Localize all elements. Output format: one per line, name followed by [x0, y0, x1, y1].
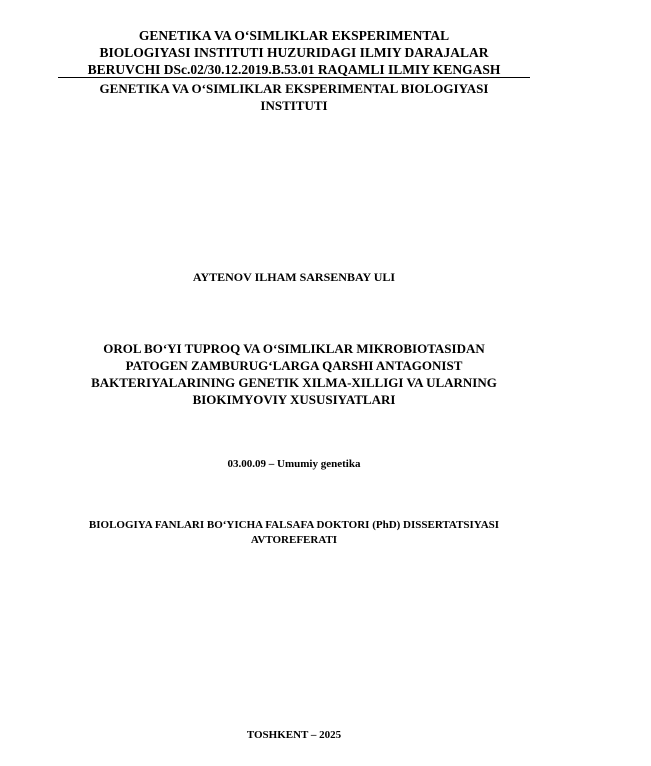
title-line-4: BIOKIMYOVIY XUSUSIYATLARI	[192, 392, 396, 407]
institute-line-1: GENETIKA VA O‘SIMLIKLAR EKSPERIMENTAL BIOLOGIYASI	[99, 81, 489, 96]
degree-line-1: BIOLOGIYA FANLARI BO‘YICHA FALSAFA DOKTORI (PhD) DISSERTATSIYASI	[88, 519, 500, 531]
author-name	[55, 269, 533, 285]
title-line-2: PATOGEN ZAMBURUG‘LARGA QARSHI ANTAGONIST	[125, 358, 463, 373]
council-line-3: BERUVCHI DSc.02/30.12.2019.B.53.01 RAQAMLI ILMIY KENGASH	[87, 62, 501, 77]
institute-name	[55, 80, 533, 114]
specialty-code	[55, 457, 533, 471]
degree-line-2: AVTOREFERATI	[250, 534, 338, 546]
council-header	[55, 27, 533, 78]
header-divider	[58, 77, 530, 78]
author-text: AYTENOV ILHAM SARSENBAY ULI	[192, 270, 396, 284]
place-year	[55, 728, 533, 742]
council-line-2: BIOLOGIYASI INSTITUTI HUZURIDAGI ILMIY DARAJALAR	[99, 45, 489, 60]
title-line-1: OROL BO‘YI TUPROQ VA O‘SIMLIKLAR MIKROBIOTASIDAN	[103, 341, 485, 356]
title-line-3: BAKTERIYALARINING GENETIK XILMA-XILLIGI VA ULARNING	[91, 375, 497, 390]
dissertation-title	[55, 340, 533, 408]
institute-line-2: INSTITUTI	[260, 98, 328, 113]
footer-text: TOSHKENT – 2025	[246, 729, 342, 741]
council-line-1: GENETIKA VA O‘SIMLIKLAR EKSPERIMENTAL	[138, 28, 450, 43]
degree-caption	[55, 518, 533, 548]
specialty-text: 03.00.09 – Umumiy genetika	[227, 458, 361, 470]
